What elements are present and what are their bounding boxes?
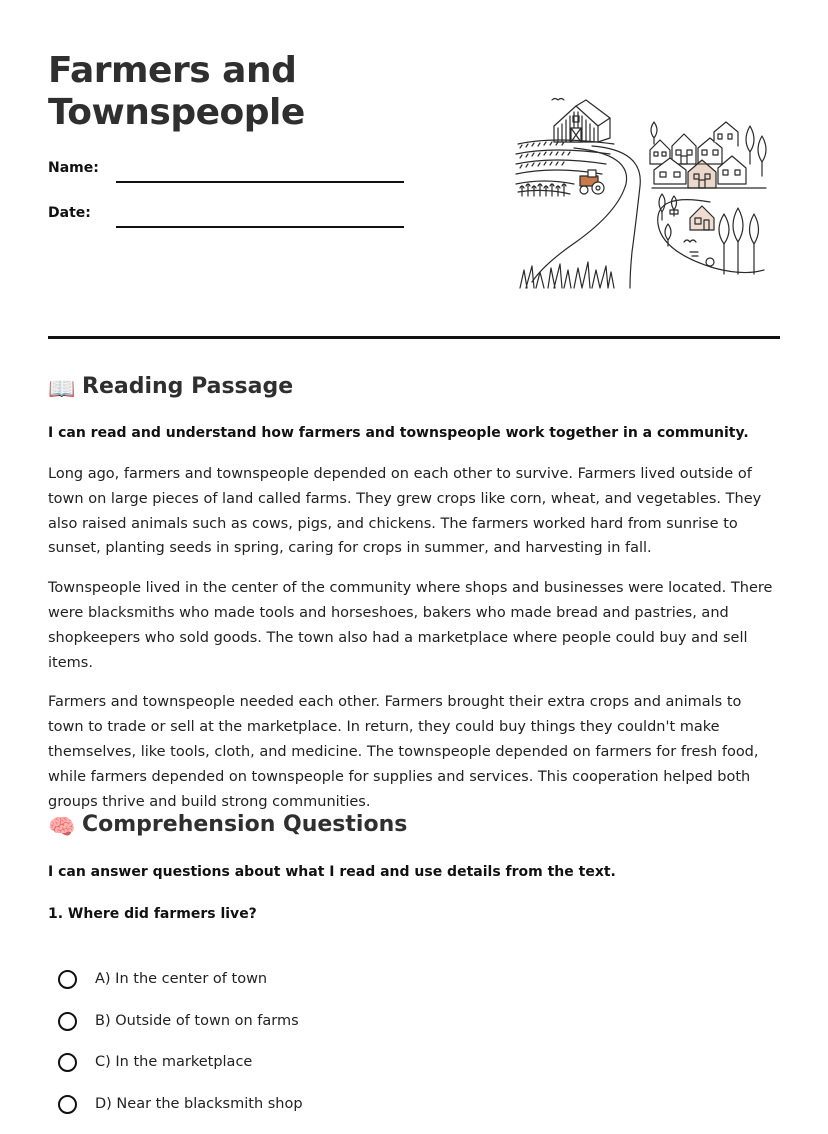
- reading-passage-heading: [48, 374, 293, 402]
- answer-option-label: A) In the center of town: [95, 971, 267, 987]
- passage-paragraph: Long ago, farmers and townspeople depended on each other to survive. Farmers lived outside of town on large pieces of land called farms. They grew crops like corn, wheat, and vegetables. They also raised animals such as cows, pigs, and chickens. The farmers worked hard from sunrise to sunset, planting seeds in spring, caring for crops in summer, and harvesting in fall.: [48, 462, 780, 561]
- comprehension-questions-heading-text: Comprehension Questions: [82, 812, 407, 837]
- comprehension-questions-heading: [48, 812, 407, 840]
- question-1-options: [58, 968, 458, 1134]
- reading-learning-objective: I can read and understand how farmers and townspeople work together in a community.: [48, 425, 749, 441]
- answer-option-label: C) In the marketplace: [95, 1054, 252, 1070]
- road-icon: [532, 146, 640, 288]
- radio-circle-icon[interactable]: [58, 1053, 77, 1072]
- answer-option-d[interactable]: [58, 1093, 458, 1134]
- open-book-icon: 📖: [48, 377, 76, 402]
- answer-option-b[interactable]: [58, 1010, 458, 1052]
- reading-passage-heading-text: Reading Passage: [82, 374, 293, 399]
- bird-icon: [552, 99, 564, 101]
- name-write-line[interactable]: [116, 181, 404, 183]
- name-field[interactable]: [48, 160, 408, 190]
- worksheet-title: [48, 50, 305, 134]
- answer-option-a[interactable]: [58, 968, 458, 1010]
- farm-and-town-illustration: [514, 92, 776, 292]
- date-write-line[interactable]: [116, 226, 404, 228]
- brain-icon: 🧠: [48, 815, 76, 840]
- grass-icon: [520, 262, 614, 288]
- barn-icon: [554, 100, 610, 142]
- radio-circle-icon[interactable]: [58, 970, 77, 989]
- comprehension-learning-objective: I can answer questions about what I read and use details from the text.: [48, 864, 616, 880]
- town-park-icon: [658, 200, 764, 273]
- name-label: Name:: [48, 160, 99, 176]
- reading-passage: [48, 462, 780, 829]
- date-label: Date:: [48, 205, 91, 221]
- title-line-2: Townspeople: [48, 92, 305, 133]
- answer-option-c[interactable]: [58, 1051, 458, 1093]
- answer-option-label: B) Outside of town on farms: [95, 1013, 299, 1029]
- date-field[interactable]: [48, 205, 408, 235]
- answer-option-label: D) Near the blacksmith shop: [95, 1096, 303, 1112]
- header-divider: [48, 336, 780, 339]
- passage-paragraph: Townspeople lived in the center of the community where shops and businesses were located. There were blacksmiths who made tools and horseshoes, bakers who made bread and pastries, and shopkeepers who sold goods. The town also had a marketplace where people could buy and sell items.: [48, 576, 780, 675]
- title-line-1: Farmers and: [48, 50, 296, 91]
- radio-circle-icon[interactable]: [58, 1012, 77, 1031]
- question-1-text: 1. Where did farmers live?: [48, 906, 257, 922]
- town-houses-icon: [650, 122, 766, 230]
- passage-paragraph: Farmers and townspeople needed each other. Farmers brought their extra crops and animals to town to trade or sell at the marketplace. In return, they could buy things they couldn't make themselves, like tools, cloth, and medicine. The townspeople depended on farmers for fresh food, while farmers depended on townspeople for supplies and services. This cooperation helped both groups thrive and build strong communities.: [48, 690, 780, 814]
- radio-circle-icon[interactable]: [58, 1095, 77, 1114]
